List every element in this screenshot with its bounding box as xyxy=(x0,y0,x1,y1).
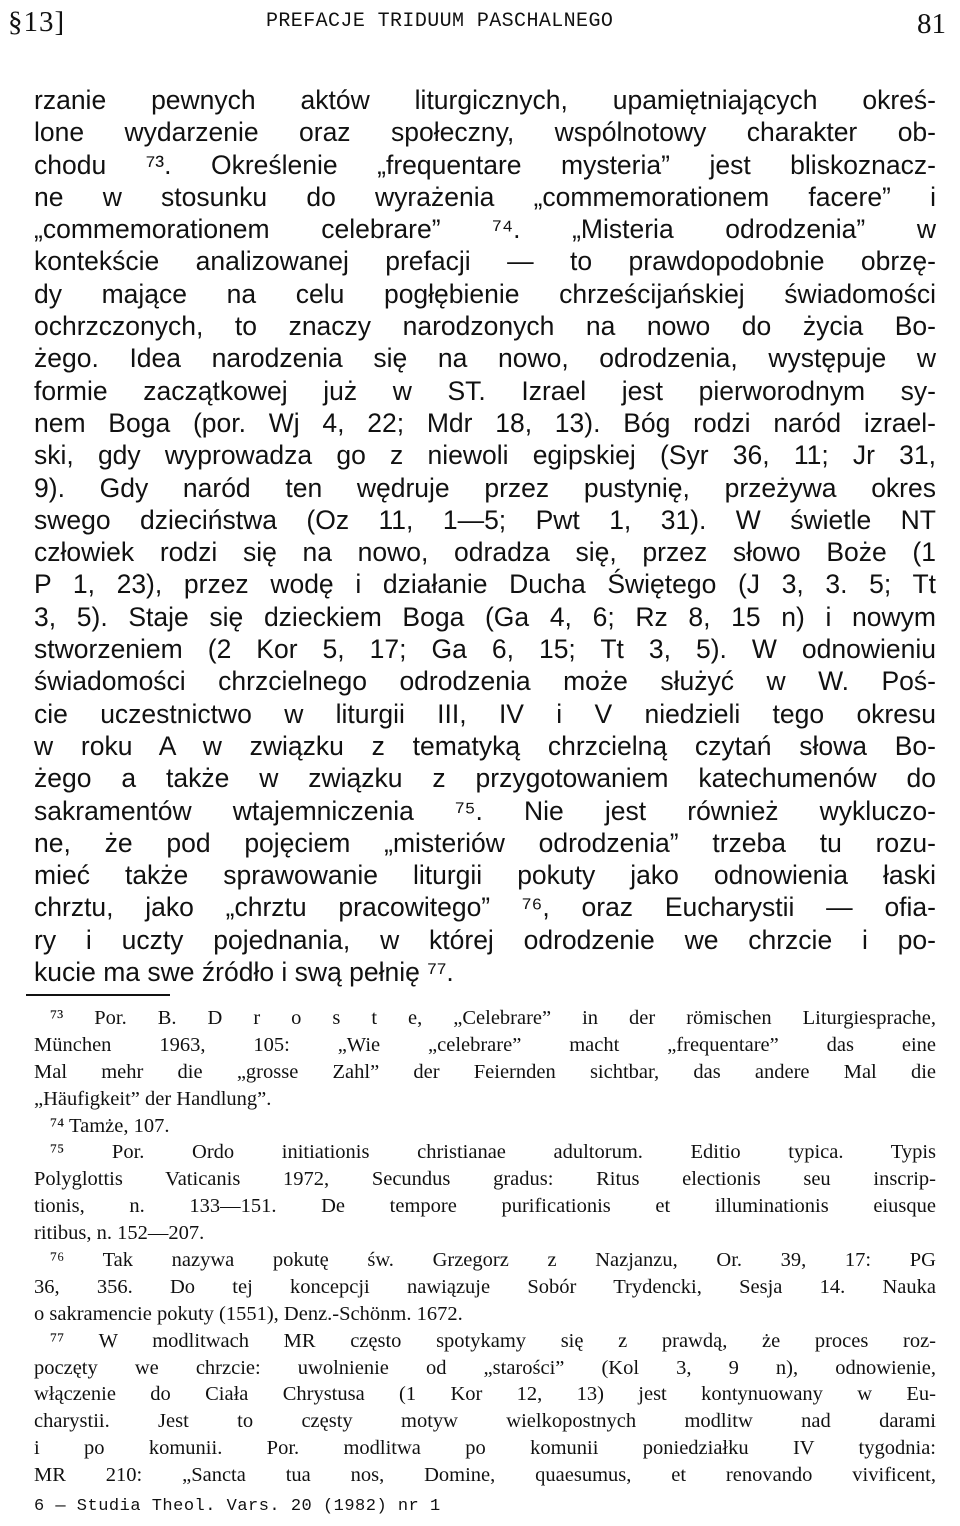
text-line: stworzeniem (2 Kor 5, 17; Ga 6, 15; Tt 3, 5). W odnowieniu xyxy=(34,634,936,665)
footnote-76-line: o sakramencie pokuty (1551), Denz.-Schönm. 1672. xyxy=(34,1302,463,1325)
text-line: kontekście analizowanej prefacji — to prawdopodobnie obrzę- xyxy=(34,246,936,277)
footnote-73-line: Mal mehr die „grosse Zahl” der Feiernden sichtbar, das andere Mal die xyxy=(34,1060,936,1083)
text-line: 3, 5). Staje się dzieckiem Boga (Ga 4, 6; Rz 8, 15 n) i nowym xyxy=(34,601,936,632)
text-line: cie uczestnictwo w liturgii III, IV i V niedzieli tego okresu xyxy=(34,698,936,729)
footnote-76-line: 36, 356. Do tej koncepcji nawiązuje Sobór Trydencki, Sesja 14. Nauka xyxy=(34,1275,936,1298)
text-line: mieć także sprawowanie liturgii pokuty jako odnowienia łaski xyxy=(34,860,936,891)
text-line: ry i uczty pojednania, w której odrodzenie we chrzcie i po- xyxy=(34,924,936,955)
text-line: ski, gdy wyprowadza go z niewoli egipskiej (Syr 36, 11; Jr 31, xyxy=(34,440,936,471)
text-line: lone wydarzenie oraz społeczny, wspólnotowy charakter ob- xyxy=(34,117,936,148)
footnote-77-line: włączenie do Ciała Chrystusa (1 Kor 12, 13) jest kontynuowany w Eu- xyxy=(34,1383,936,1406)
text-line: ne w stosunku do wyrażenia „commemorationem facere” i xyxy=(34,181,936,212)
text-line: żego. Idea narodzenia się na nowo, odrodzenia, występuje w xyxy=(34,343,936,374)
text-line: ochrzczonych, to znaczy narodzonych na nowo do życia Bo- xyxy=(34,311,936,342)
text-line: nem Boga (por. Wj 4, 22; Mdr 18, 13). Bóg rodzi naród izrael- xyxy=(34,407,936,438)
text-line: chrztu, jako „chrztu pracowitego” ⁷⁶, oraz Eucharystii — ofia- xyxy=(34,892,936,923)
printer-signature: 6 — Studia Theol. Vars. 20 (1982) nr 1 xyxy=(34,1497,441,1516)
footnote-75-line: ritibus, n. 152—207. xyxy=(34,1222,205,1245)
text-line: chodu ⁷³. Określenie „frequentare mysteria” jest bliskoznacz- xyxy=(34,149,936,180)
text-line: ne, że pod pojęciem „misteriów odrodzenia” trzeba tu rozu- xyxy=(34,827,936,858)
running-title: PREFACJE TRIDUUM PASCHALNEGO xyxy=(266,10,614,33)
main-text xyxy=(34,84,936,988)
text-line: formie zaczątkowej już w ST. Izrael jest pierworodnym sy- xyxy=(34,375,936,406)
text-line: dy mające na celu pogłębienie chrześcijańskiej świadomości xyxy=(34,278,936,309)
footnote-77-line: ⁷⁷ W modlitwach MR często spotykamy się z prawdą, że proces roz- xyxy=(50,1329,936,1352)
footnote-75-line: tionis, n. 133—151. De tempore purificationis et illuminationis eiusque xyxy=(34,1195,936,1218)
page-number: 81 xyxy=(917,8,946,40)
footnote-77-line: MR 210: „Sancta tua nos, Domine, quaesumus, et renovando vivificent, xyxy=(34,1464,936,1487)
text-line: żego a także w związku z przygotowaniem katechumenów do xyxy=(34,763,936,794)
footnote-75-line: ⁷⁵ Por. Ordo initiationis christianae adultorum. Editio typica. Typis xyxy=(50,1141,936,1164)
text-line: świadomości chrzcielnego odrodzenia może służyć w W. Poś- xyxy=(34,666,936,697)
footnote-75-line: Polyglottis Vaticanis 1972, Secundus gradus: Ritus electionis seu inscrip- xyxy=(34,1168,936,1191)
footnote-73-line: München 1963, 105: „Wie „celebrare” macht „frequentare” das eine xyxy=(34,1033,936,1056)
text-line: w roku A w związku z tematyką chrzcielną czytań słowa Bo- xyxy=(34,730,936,761)
footnote-73-line: ⁷³ Por. B. D r o s t e, „Celebrare” in der römischen Liturgiesprache, xyxy=(50,1007,936,1029)
text-line: 9). Gdy naród ten wędruje przez pustynię, przeżywa okres xyxy=(34,472,936,503)
text-line: swego dzieciństwa (Oz 11, 1—5; Pwt 1, 31). W świetle NT xyxy=(34,504,936,535)
footnote-77-line: poczęty we chrzcie: uwolnienie od „starości” (Kol 3, 9 n), odnowienie, xyxy=(34,1356,936,1379)
footnotes xyxy=(34,1005,936,1489)
text-line: kucie ma swe źródło i swą pełnię ⁷⁷. xyxy=(34,957,454,988)
footnote-77-line: i po komunii. Por. modlitwa po komunii poniedziałku IV tygodnia: xyxy=(34,1437,936,1460)
text-line: rzanie pewnych aktów liturgicznych, upamiętniających okreś- xyxy=(34,85,936,115)
section-number: §13] xyxy=(8,6,66,38)
footnote-74-line: ⁷⁴ Tamże, 107. xyxy=(50,1114,170,1137)
footnote-separator xyxy=(26,994,170,996)
text-line: P 1, 23), przez wodę i działanie Ducha Świętego (J 3, 3. 5; Tt xyxy=(34,569,936,600)
text-line: sakramentów wtajemniczenia ⁷⁵. Nie jest również wykluczo- xyxy=(34,795,936,826)
footnote-76-line: ⁷⁶ Tak nazywa pokutę św. Grzegorz z Nazjanzu, Or. 39, 17: PG xyxy=(50,1249,936,1272)
text-line: człowiek rodzi się na nowo, odradza się, przez słowo Boże (1 xyxy=(34,537,936,568)
running-head xyxy=(8,2,946,42)
footnote-73-line: „Häufigkeit” der Handlung”. xyxy=(34,1087,272,1110)
footnote-77-line: charystii. Jest to częsty motyw wielkopostnych modlitw nad darami xyxy=(34,1410,936,1433)
text-line: „commemorationem celebrare” ⁷⁴. „Misteria odrodzenia” w xyxy=(34,214,936,245)
